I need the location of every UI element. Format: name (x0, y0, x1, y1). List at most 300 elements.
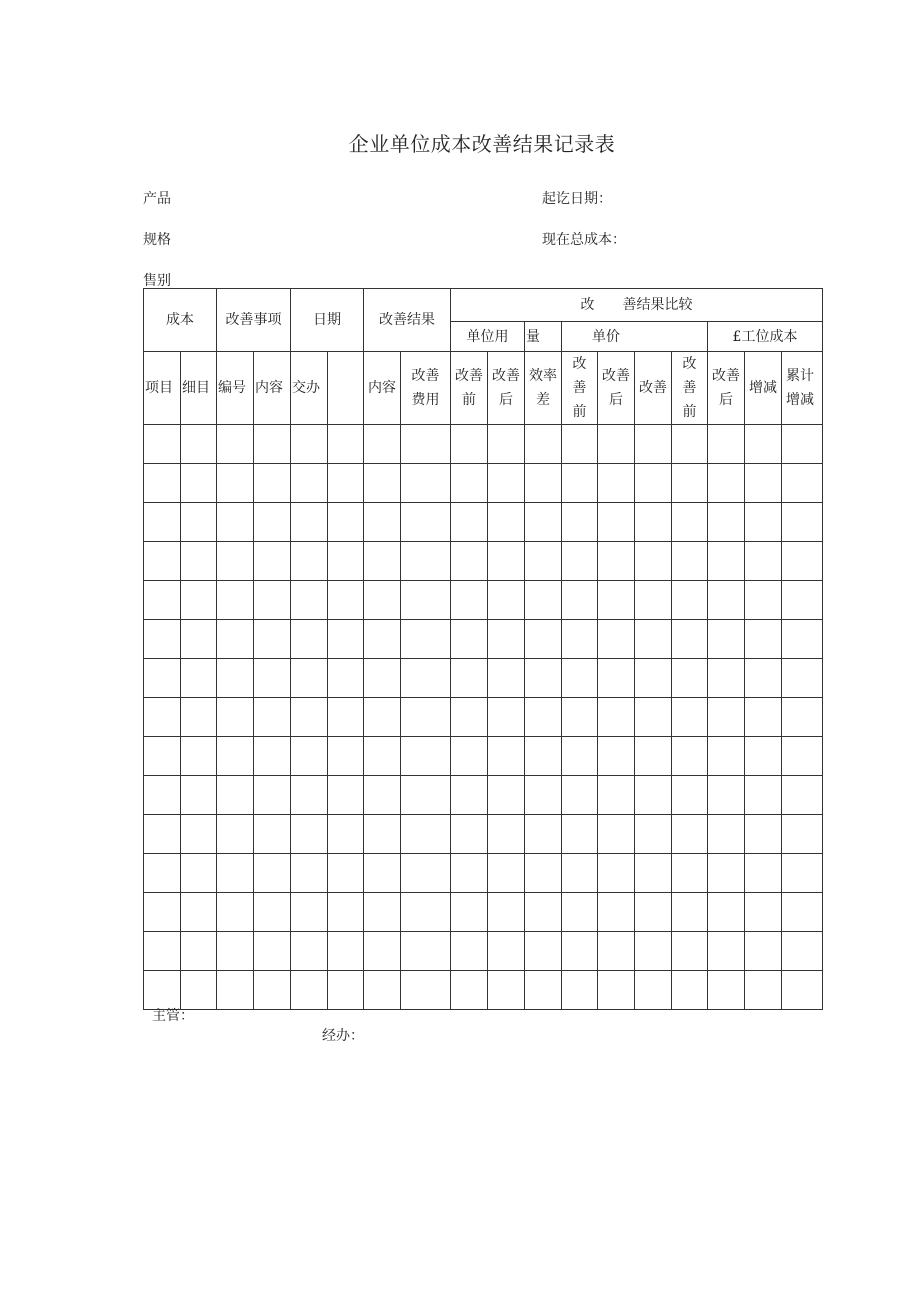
table-cell[interactable] (598, 542, 635, 581)
table-cell[interactable] (525, 737, 562, 776)
table-cell[interactable] (562, 893, 598, 932)
table-cell[interactable] (745, 737, 782, 776)
header-row-3 (144, 352, 823, 425)
table-cell[interactable] (562, 737, 598, 776)
table-cell[interactable] (217, 815, 254, 854)
table-cell[interactable] (364, 503, 401, 542)
table-cell[interactable] (217, 425, 254, 464)
table-cell[interactable] (217, 971, 254, 1010)
table-cell[interactable] (745, 698, 782, 737)
table-cell[interactable] (635, 737, 672, 776)
table-cell[interactable] (488, 464, 525, 503)
table-cell[interactable] (782, 776, 823, 815)
table-cell[interactable] (488, 815, 525, 854)
table-cell[interactable] (745, 620, 782, 659)
table-cell[interactable] (181, 932, 217, 971)
table-cell[interactable] (745, 776, 782, 815)
table-cell[interactable] (254, 932, 291, 971)
table-cell[interactable] (144, 971, 181, 1010)
table-cell[interactable] (782, 425, 823, 464)
header-improvement-result: 改善结果 (364, 289, 451, 352)
table-cell[interactable] (401, 971, 451, 1010)
table-cell[interactable] (672, 971, 708, 1010)
table-cell[interactable] (451, 620, 488, 659)
table-cell[interactable] (782, 698, 823, 737)
table-cell[interactable] (328, 776, 364, 815)
table-cell[interactable] (451, 503, 488, 542)
table-cell[interactable] (217, 659, 254, 698)
table-cell[interactable] (254, 698, 291, 737)
table-cell[interactable] (745, 581, 782, 620)
table-cell[interactable] (782, 659, 823, 698)
table-cell[interactable] (401, 854, 451, 893)
category-label: 售别 (143, 273, 171, 289)
table-cell[interactable] (181, 503, 217, 542)
header-date: 日期 (291, 289, 364, 352)
table-cell[interactable] (562, 776, 598, 815)
table-row (144, 464, 823, 503)
table-cell[interactable] (328, 620, 364, 659)
table-cell[interactable] (291, 854, 328, 893)
table-cell[interactable] (708, 698, 745, 737)
table-cell[interactable] (451, 971, 488, 1010)
table-cell[interactable] (144, 893, 181, 932)
table-cell[interactable] (401, 425, 451, 464)
table-cell[interactable] (672, 698, 708, 737)
table-cell[interactable] (364, 425, 401, 464)
table-cell[interactable] (217, 854, 254, 893)
table-cell[interactable] (488, 776, 525, 815)
table-cell[interactable] (451, 893, 488, 932)
table-cell[interactable] (782, 971, 823, 1010)
table-cell[interactable] (217, 503, 254, 542)
table-cell[interactable] (635, 698, 672, 737)
table-cell[interactable] (254, 737, 291, 776)
table-cell[interactable] (525, 464, 562, 503)
header-col-improvement-cost: 改善费用 (401, 352, 451, 425)
table-cell[interactable] (451, 464, 488, 503)
table-cell[interactable] (672, 464, 708, 503)
table-cell[interactable] (598, 464, 635, 503)
table-cell[interactable] (328, 893, 364, 932)
table-cell[interactable] (598, 737, 635, 776)
table-cell[interactable] (525, 542, 562, 581)
table-cell[interactable] (525, 425, 562, 464)
page-title: 企业单位成本改善结果记录表 (348, 132, 616, 156)
table-cell[interactable] (745, 815, 782, 854)
table-cell[interactable] (217, 698, 254, 737)
table-cell[interactable] (217, 581, 254, 620)
table-cell[interactable] (254, 425, 291, 464)
table-cell[interactable] (254, 620, 291, 659)
table-cell[interactable] (144, 620, 181, 659)
table-cell[interactable] (144, 815, 181, 854)
table-cell[interactable] (291, 464, 328, 503)
table-cell[interactable] (401, 815, 451, 854)
table-cell[interactable] (217, 932, 254, 971)
table-cell[interactable] (144, 542, 181, 581)
table-cell[interactable] (525, 620, 562, 659)
table-cell[interactable] (598, 620, 635, 659)
table-cell[interactable] (254, 893, 291, 932)
table-cell[interactable] (672, 542, 708, 581)
table-cell[interactable] (745, 542, 782, 581)
table-cell[interactable] (364, 464, 401, 503)
table-cell[interactable] (562, 542, 598, 581)
table-cell[interactable] (364, 893, 401, 932)
table-cell[interactable] (598, 815, 635, 854)
header-unit-usage-b: 量 (525, 322, 562, 352)
table-cell[interactable] (782, 737, 823, 776)
table-cell[interactable] (291, 737, 328, 776)
table-cell[interactable] (401, 620, 451, 659)
table-cell[interactable] (708, 425, 745, 464)
table-cell[interactable] (562, 932, 598, 971)
table-cell[interactable] (562, 971, 598, 1010)
table-cell[interactable] (401, 542, 451, 581)
table-cell[interactable] (672, 581, 708, 620)
table-cell[interactable] (745, 893, 782, 932)
table-cell[interactable] (745, 932, 782, 971)
table-cell[interactable] (782, 815, 823, 854)
table-cell[interactable] (525, 776, 562, 815)
table-cell[interactable] (672, 854, 708, 893)
table-cell[interactable] (525, 698, 562, 737)
table-cell[interactable] (181, 737, 217, 776)
table-cell[interactable] (525, 503, 562, 542)
table-cell[interactable] (562, 854, 598, 893)
table-cell[interactable] (328, 737, 364, 776)
table-cell[interactable] (672, 620, 708, 659)
table-cell[interactable] (708, 971, 745, 1010)
table-cell[interactable] (328, 581, 364, 620)
table-cell[interactable] (254, 464, 291, 503)
table-cell[interactable] (598, 581, 635, 620)
table-cell[interactable] (364, 815, 401, 854)
header-col-item: 项目 (144, 352, 181, 425)
table-cell[interactable] (635, 620, 672, 659)
table-cell[interactable] (144, 698, 181, 737)
table-cell[interactable] (672, 815, 708, 854)
table-cell[interactable] (525, 581, 562, 620)
table-cell[interactable] (598, 893, 635, 932)
table-cell[interactable] (451, 854, 488, 893)
table-cell[interactable] (144, 659, 181, 698)
table-cell[interactable] (782, 620, 823, 659)
table-cell[interactable] (488, 542, 525, 581)
table-cell[interactable] (672, 776, 708, 815)
table-cell[interactable] (451, 932, 488, 971)
table-cell[interactable] (254, 971, 291, 1010)
table-cell[interactable] (672, 932, 708, 971)
header-col-price-improve: 改善 (635, 352, 672, 425)
table-cell[interactable] (291, 893, 328, 932)
header-col-subitem: 细目 (181, 352, 217, 425)
table-cell[interactable] (328, 971, 364, 1010)
table-cell[interactable] (401, 737, 451, 776)
table-cell[interactable] (598, 698, 635, 737)
table-row (144, 776, 823, 815)
table-cell[interactable] (488, 425, 525, 464)
table-cell[interactable] (488, 503, 525, 542)
table-cell[interactable] (144, 854, 181, 893)
table-cell[interactable] (451, 737, 488, 776)
table-cell[interactable] (181, 815, 217, 854)
table-cell[interactable] (635, 893, 672, 932)
table-cell[interactable] (488, 932, 525, 971)
header-col-usage-after: 改善后 (488, 352, 525, 425)
table-cell[interactable] (708, 737, 745, 776)
table-cell[interactable] (598, 659, 635, 698)
table-cell[interactable] (745, 425, 782, 464)
supervisor-label: 主管： (152, 1008, 194, 1024)
table-cell[interactable] (451, 659, 488, 698)
table-cell[interactable] (401, 503, 451, 542)
table-cell[interactable] (254, 581, 291, 620)
table-cell[interactable] (488, 581, 525, 620)
table-cell[interactable] (562, 815, 598, 854)
table-cell[interactable] (144, 503, 181, 542)
table-cell[interactable] (745, 854, 782, 893)
table-cell[interactable] (635, 776, 672, 815)
table-cell[interactable] (364, 776, 401, 815)
table-row (144, 620, 823, 659)
table-cell[interactable] (254, 503, 291, 542)
table-cell[interactable] (635, 464, 672, 503)
period-label: 起讫日期： (542, 191, 612, 207)
table-cell[interactable] (217, 893, 254, 932)
table-cell[interactable] (488, 698, 525, 737)
table-cell[interactable] (635, 971, 672, 1010)
table-cell[interactable] (291, 542, 328, 581)
product-label: 产品 (143, 191, 171, 207)
table-cell[interactable] (291, 698, 328, 737)
table-cell[interactable] (562, 659, 598, 698)
table-cell[interactable] (181, 854, 217, 893)
table-cell[interactable] (525, 815, 562, 854)
table-cell[interactable] (708, 776, 745, 815)
table-cell[interactable] (708, 542, 745, 581)
table-cell[interactable] (562, 425, 598, 464)
table-cell[interactable] (635, 425, 672, 464)
table-cell[interactable] (488, 971, 525, 1010)
table-cell[interactable] (254, 659, 291, 698)
table-body (144, 425, 823, 1010)
header-comparison: 改 善结果比较 (451, 289, 823, 322)
table-cell[interactable] (451, 542, 488, 581)
table-cell[interactable] (635, 503, 672, 542)
table-cell[interactable] (451, 698, 488, 737)
table-cell[interactable] (708, 464, 745, 503)
table-cell[interactable] (525, 854, 562, 893)
table-cell[interactable] (635, 581, 672, 620)
table-cell[interactable] (291, 971, 328, 1010)
table-cell[interactable] (144, 776, 181, 815)
table-cell[interactable] (672, 737, 708, 776)
table-cell[interactable] (291, 659, 328, 698)
table-cell[interactable] (401, 581, 451, 620)
table-cell[interactable] (364, 542, 401, 581)
table-cell[interactable] (782, 503, 823, 542)
table-cell[interactable] (598, 503, 635, 542)
table-cell[interactable] (181, 464, 217, 503)
table-cell[interactable] (217, 542, 254, 581)
table-cell[interactable] (364, 971, 401, 1010)
table-cell[interactable] (217, 737, 254, 776)
table-cell[interactable] (291, 425, 328, 464)
table-cell[interactable] (291, 620, 328, 659)
table-cell[interactable] (181, 620, 217, 659)
table-cell[interactable] (181, 542, 217, 581)
table-cell[interactable] (598, 932, 635, 971)
table-cell[interactable] (181, 425, 217, 464)
table-row (144, 581, 823, 620)
table-cell[interactable] (708, 893, 745, 932)
table-cell[interactable] (328, 503, 364, 542)
table-cell[interactable] (598, 776, 635, 815)
table-cell[interactable] (598, 425, 635, 464)
table-cell[interactable] (364, 698, 401, 737)
table-cell[interactable] (364, 659, 401, 698)
table-cell[interactable] (144, 464, 181, 503)
table-cell[interactable] (598, 971, 635, 1010)
table-cell[interactable] (451, 776, 488, 815)
table-cell[interactable] (364, 854, 401, 893)
table-cell[interactable] (488, 737, 525, 776)
table-row (144, 698, 823, 737)
table-cell[interactable] (782, 542, 823, 581)
table-cell[interactable] (745, 659, 782, 698)
table-row (144, 971, 823, 1010)
table-cell[interactable] (488, 854, 525, 893)
table-cell[interactable] (364, 932, 401, 971)
table-cell[interactable] (635, 542, 672, 581)
table-cell[interactable] (254, 776, 291, 815)
table-cell[interactable] (254, 542, 291, 581)
table-cell[interactable] (181, 971, 217, 1010)
table-cell[interactable] (782, 464, 823, 503)
table-cell[interactable] (401, 659, 451, 698)
table-cell[interactable] (672, 893, 708, 932)
table-cell[interactable] (488, 893, 525, 932)
table-cell[interactable] (181, 893, 217, 932)
table-cell[interactable] (562, 581, 598, 620)
table-cell[interactable] (181, 581, 217, 620)
table-row (144, 893, 823, 932)
header-unit-cost: £工位成本 (708, 322, 823, 352)
table-cell[interactable] (401, 776, 451, 815)
table-cell[interactable] (672, 659, 708, 698)
table-cell[interactable] (291, 581, 328, 620)
table-cell[interactable] (328, 698, 364, 737)
table-cell[interactable] (401, 893, 451, 932)
table-cell[interactable] (217, 620, 254, 659)
table-cell[interactable] (144, 932, 181, 971)
table-cell[interactable] (328, 854, 364, 893)
table-cell[interactable] (401, 464, 451, 503)
table-cell[interactable] (254, 815, 291, 854)
table-cell[interactable] (708, 620, 745, 659)
table-cell[interactable] (745, 971, 782, 1010)
table-cell[interactable] (328, 425, 364, 464)
table-cell[interactable] (144, 737, 181, 776)
table-cell[interactable] (525, 971, 562, 1010)
table-cell[interactable] (745, 464, 782, 503)
table-cell[interactable] (782, 581, 823, 620)
table-cell[interactable] (562, 464, 598, 503)
table-cell[interactable] (217, 464, 254, 503)
table-cell[interactable] (708, 815, 745, 854)
table-cell[interactable] (525, 659, 562, 698)
table-cell[interactable] (328, 932, 364, 971)
table-cell[interactable] (144, 425, 181, 464)
table-cell[interactable] (181, 776, 217, 815)
table-cell[interactable] (782, 854, 823, 893)
table-cell[interactable] (401, 932, 451, 971)
cost-improvement-table (143, 288, 823, 1010)
table-cell[interactable] (562, 698, 598, 737)
table-cell[interactable] (525, 893, 562, 932)
table-cell[interactable] (451, 581, 488, 620)
table-cell[interactable] (328, 542, 364, 581)
table-cell[interactable] (181, 698, 217, 737)
table-cell[interactable] (708, 659, 745, 698)
table-cell[interactable] (635, 815, 672, 854)
table-cell[interactable] (525, 932, 562, 971)
table-cell[interactable] (181, 659, 217, 698)
table-cell[interactable] (708, 932, 745, 971)
table-cell[interactable] (708, 581, 745, 620)
table-cell[interactable] (364, 581, 401, 620)
table-cell[interactable] (291, 503, 328, 542)
table-cell[interactable] (708, 503, 745, 542)
table-cell[interactable] (635, 854, 672, 893)
table-cell[interactable] (635, 659, 672, 698)
header-col-cumulative-change: 累计增减 (782, 352, 823, 425)
table-cell[interactable] (635, 932, 672, 971)
table-cell[interactable] (451, 425, 488, 464)
table-cell[interactable] (328, 659, 364, 698)
table-row (144, 854, 823, 893)
header-col-assign: 交办 (291, 352, 328, 425)
table-cell[interactable] (364, 737, 401, 776)
table-cell[interactable] (672, 503, 708, 542)
table-cell[interactable] (291, 815, 328, 854)
table-cell[interactable] (291, 776, 328, 815)
table-cell[interactable] (708, 854, 745, 893)
table-cell[interactable] (451, 815, 488, 854)
table-cell[interactable] (254, 854, 291, 893)
header-col-blank (328, 352, 364, 425)
table-cell[interactable] (598, 854, 635, 893)
table-cell[interactable] (782, 893, 823, 932)
table-cell[interactable] (672, 425, 708, 464)
table-cell[interactable] (328, 815, 364, 854)
table-cell[interactable] (217, 776, 254, 815)
table-cell[interactable] (291, 932, 328, 971)
table-cell[interactable] (562, 620, 598, 659)
table-cell[interactable] (745, 503, 782, 542)
table-cell[interactable] (328, 464, 364, 503)
table-cell[interactable] (401, 698, 451, 737)
table-cell[interactable] (364, 620, 401, 659)
table-cell[interactable] (488, 659, 525, 698)
table-cell[interactable] (488, 620, 525, 659)
table-cell[interactable] (144, 581, 181, 620)
table-cell[interactable] (782, 932, 823, 971)
table-cell[interactable] (562, 503, 598, 542)
header-col-cost-before: 改善前 (672, 352, 708, 425)
